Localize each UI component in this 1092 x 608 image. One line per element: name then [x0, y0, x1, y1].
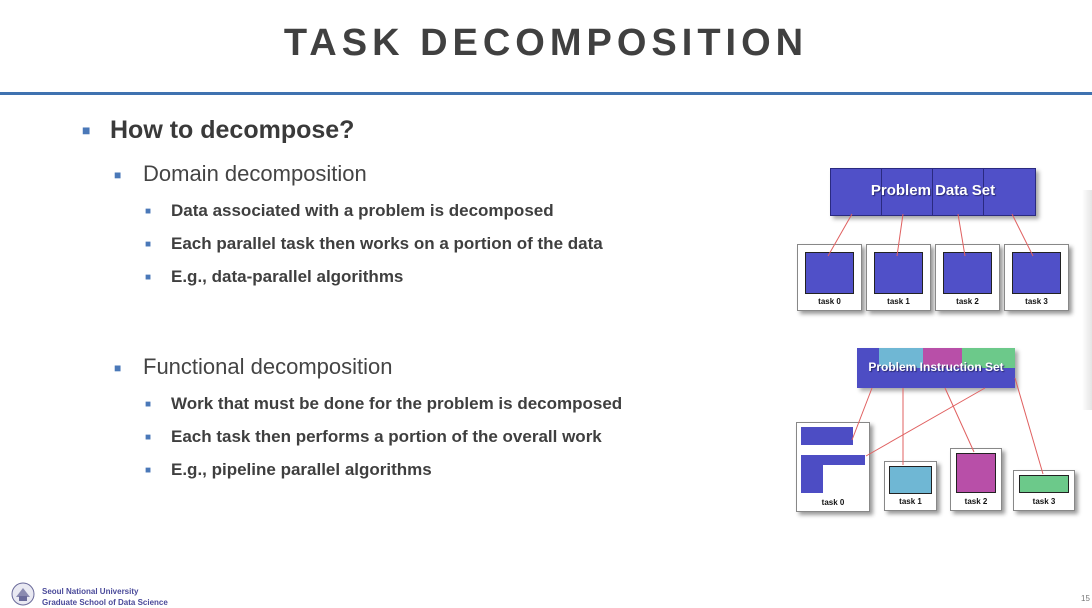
functional-task-label: task 2 [964, 497, 988, 506]
bullet-square-icon: ■ [145, 432, 152, 443]
heading-how-to-decompose: How to decompose? [110, 116, 355, 144]
footer-university: Seoul National University [42, 587, 139, 596]
bullet-square-icon: ■ [114, 168, 122, 182]
section-title-domain: Domain decomposition [143, 161, 367, 186]
slide-title: TASK DECOMPOSITION [283, 22, 809, 64]
list-item: Each task then performs a portion of the overall work [171, 427, 602, 446]
edge-shadow [1082, 190, 1092, 410]
bullet-square-icon: ■ [145, 206, 152, 217]
footer-school: Graduate School of Data Science [42, 598, 168, 607]
page-number: 15 [1081, 594, 1090, 603]
list-item: Work that must be done for the problem is decomposed [171, 394, 623, 413]
bullet-square-icon: ■ [145, 272, 152, 283]
list-item: E.g., data-parallel algorithms [171, 267, 404, 286]
list-item: E.g., pipeline parallel algorithms [171, 460, 432, 479]
domain-task-label: task 2 [956, 297, 979, 306]
domain-task-label: task 1 [887, 297, 910, 306]
list-item: Data associated with a problem is decomposed [171, 201, 554, 220]
university-logo-icon [8, 582, 38, 606]
list-item: Each parallel task then works on a portion of the data [171, 234, 603, 253]
bullet-square-icon: ■ [145, 239, 152, 250]
domain-task-label: task 0 [818, 297, 841, 306]
functional-task-label: task 1 [899, 497, 922, 506]
functional-task-label: task 0 [821, 498, 845, 507]
problem-instruction-set-label: Problem Instruction Set [868, 360, 1004, 374]
domain-task-label: task 3 [1025, 297, 1048, 306]
functional-task-label: task 3 [1032, 497, 1056, 506]
bullet-square-icon: ■ [145, 399, 152, 410]
bullet-square-icon: ■ [82, 122, 91, 138]
bullet-square-icon: ■ [114, 361, 122, 375]
section-title-functional: Functional decomposition [143, 354, 393, 379]
bullet-square-icon: ■ [145, 465, 152, 476]
problem-data-set-label: Problem Data Set [870, 182, 996, 199]
